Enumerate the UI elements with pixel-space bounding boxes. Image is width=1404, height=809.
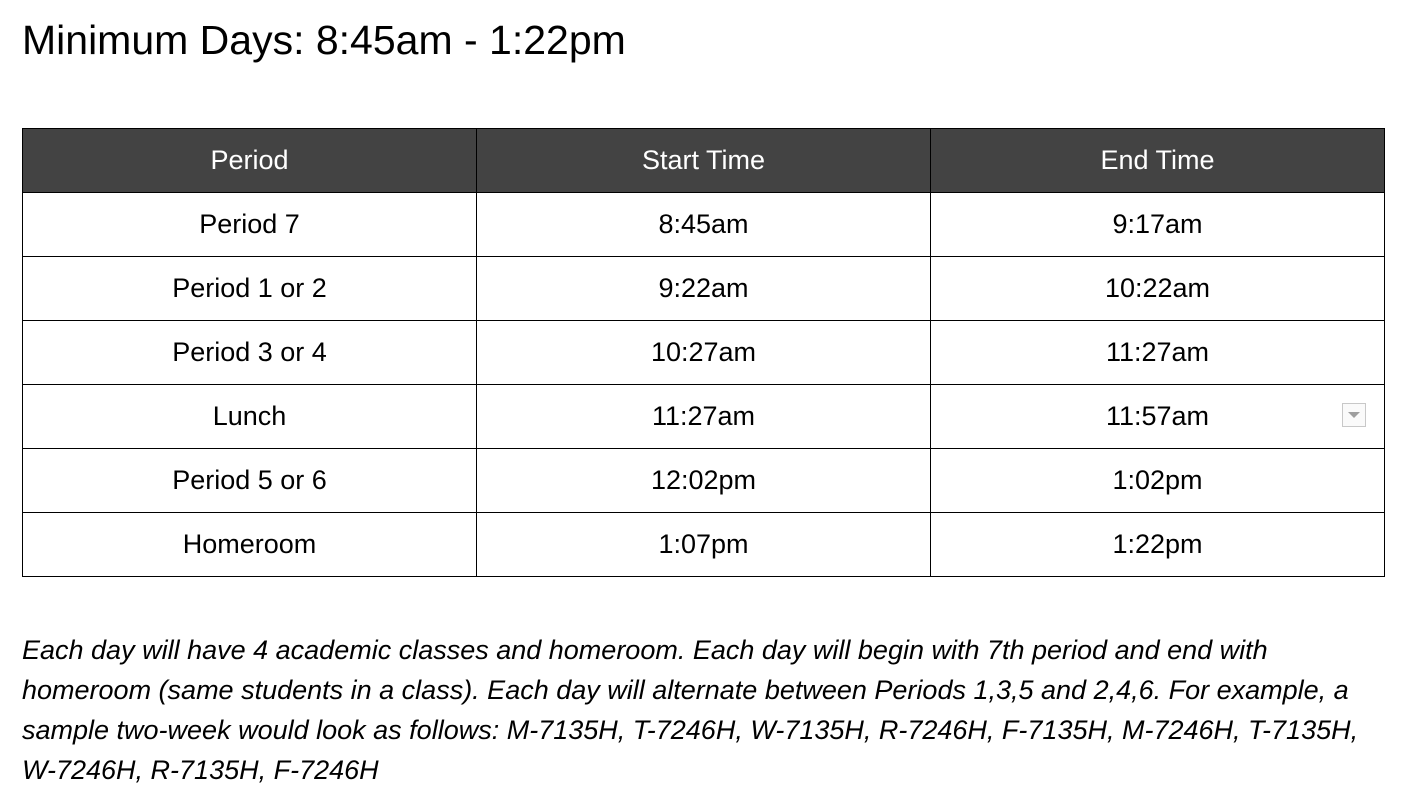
- end-time-cell: 10:22am: [931, 257, 1385, 321]
- period-cell: Period 5 or 6: [23, 449, 477, 513]
- header-end-time: End Time: [931, 129, 1385, 193]
- start-time-cell: 11:27am: [477, 385, 931, 449]
- chevron-down-icon[interactable]: [1342, 403, 1366, 427]
- table-row: [23, 257, 1385, 321]
- page-title: Minimum Days: 8:45am - 1:22pm: [22, 17, 626, 63]
- table-row: [23, 513, 1385, 577]
- header-period: Period: [23, 129, 477, 193]
- table-header-row: [23, 129, 1385, 193]
- table-row: [23, 321, 1385, 385]
- end-time-cell: 1:22pm: [931, 513, 1385, 577]
- start-time-cell: 12:02pm: [477, 449, 931, 513]
- start-time-cell: 9:22am: [477, 257, 931, 321]
- header-start-time: Start Time: [477, 129, 931, 193]
- start-time-cell: 8:45am: [477, 193, 931, 257]
- start-time-cell: 10:27am: [477, 321, 931, 385]
- period-cell: Lunch: [23, 385, 477, 449]
- table-row: [23, 385, 1385, 449]
- table-row: [23, 449, 1385, 513]
- period-cell: Period 7: [23, 193, 477, 257]
- end-time-cell: 1:02pm: [931, 449, 1385, 513]
- period-cell: Period 1 or 2: [23, 257, 477, 321]
- table-row: [23, 193, 1385, 257]
- dropdown-triangle: [1347, 411, 1361, 419]
- end-time-cell: 9:17am: [931, 193, 1385, 257]
- end-time-text: 11:57am: [1105, 401, 1210, 431]
- schedule-notes: Each day will have 4 academic classes and homeroom. Each day will begin with 7th period and end with homeroom (same students in a class). Each day will alternate between Periods 1,3,5 and 2,4,6. For example, a sample two-week would look as follows: M-7135H, T-7246H, W-7135H, R-7246H, F-7135H, M-7246H, T-7135H, W-7246H, R-7135H, F-7246H: [22, 635, 1359, 785]
- period-cell: Period 3 or 4: [23, 321, 477, 385]
- end-time-cell: 11:27am: [931, 321, 1385, 385]
- period-cell: Homeroom: [23, 513, 477, 577]
- schedule-table: [22, 128, 1385, 577]
- start-time-cell: 1:07pm: [477, 513, 931, 577]
- end-time-cell-with-dropdown: [931, 385, 1385, 449]
